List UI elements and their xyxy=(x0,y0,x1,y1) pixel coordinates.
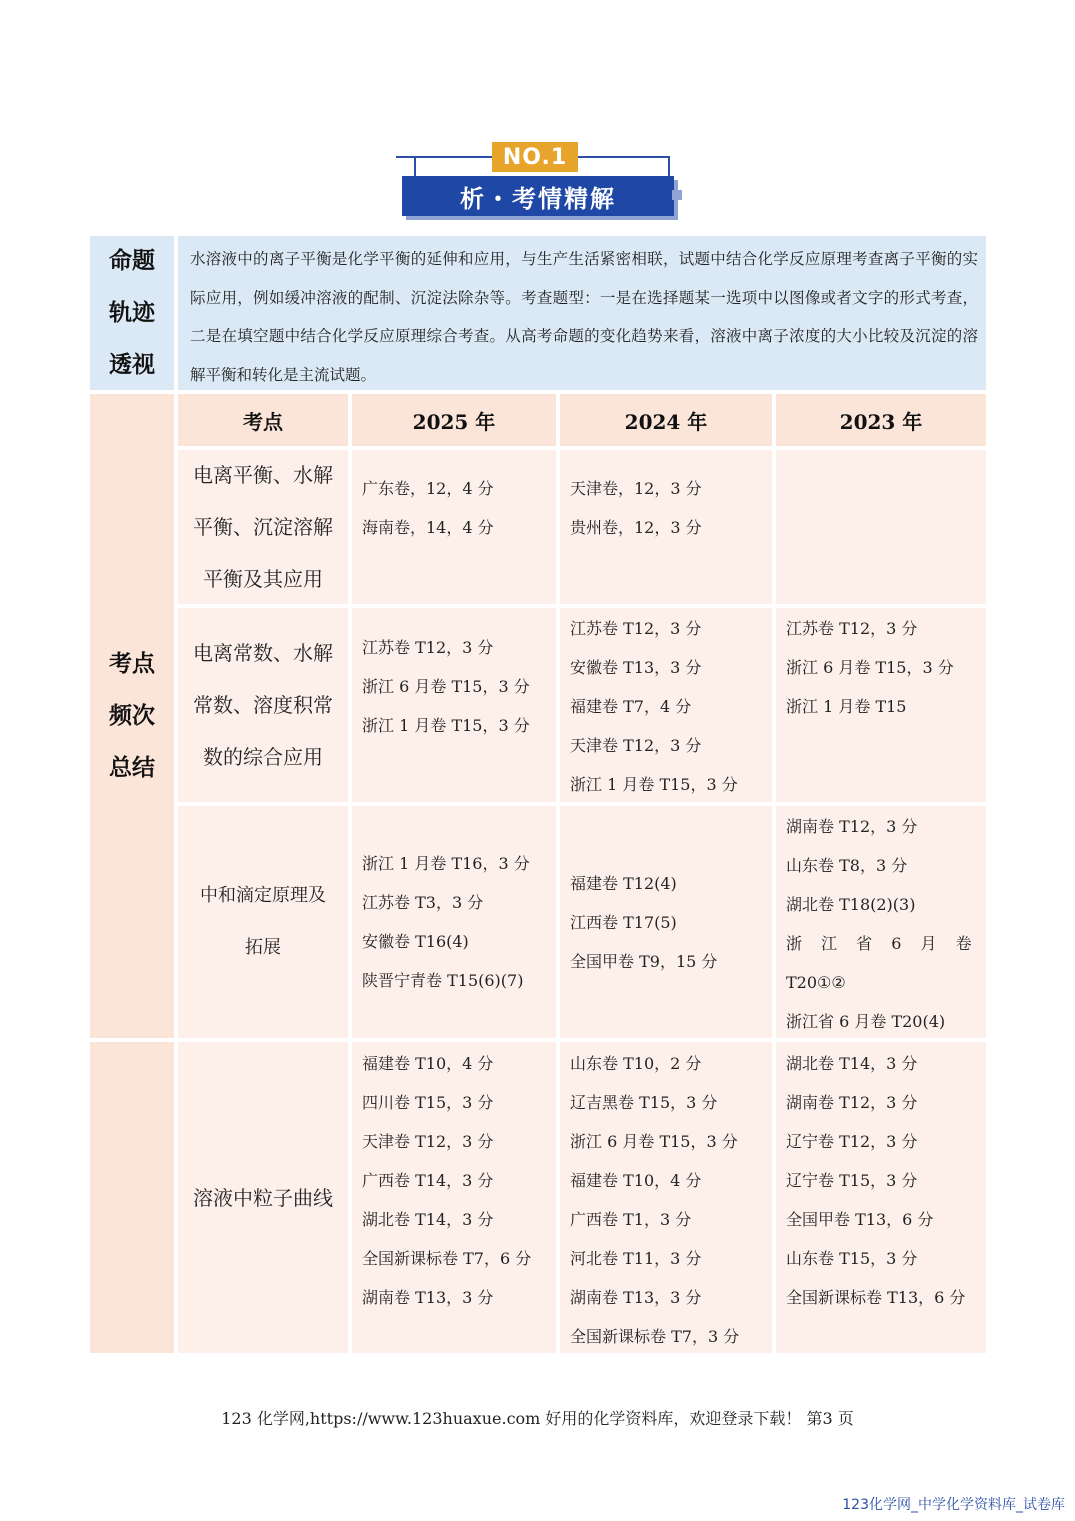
exam-entry: 安徽卷 T13，3 分 xyxy=(570,658,702,677)
exam-entry: 福建卷 T12(4) xyxy=(570,874,677,893)
exam-list-2025 xyxy=(352,608,556,802)
exam-entry: 浙 江 省 6 月 卷 T20①② xyxy=(786,934,972,992)
exam-entry: 河北卷 T11，3 分 xyxy=(570,1249,702,1268)
topic-line: 平衡及其应用 xyxy=(203,567,323,591)
exam-entry: 辽宁卷 T12，3 分 xyxy=(786,1132,918,1151)
exam-entry: 海南卷，14，4 分 xyxy=(362,518,494,537)
freq-label-line: 考点 xyxy=(109,651,155,677)
exam-entry: 江西卷 T17(5) xyxy=(570,913,677,932)
exam-entry: 全国新课标卷 T7，3 分 xyxy=(570,1327,740,1346)
exam-list-2024 xyxy=(560,1042,772,1353)
freq-label-line: 频次 xyxy=(109,703,155,729)
topic-line: 电离平衡、水解 xyxy=(193,463,333,487)
exam-entry: 湖南卷 T12，3 分 xyxy=(786,1093,918,1112)
exam-list-2023 xyxy=(776,608,986,802)
section-title: 析・考情精解 xyxy=(402,176,674,216)
exam-entry: 山东卷 T15，3 分 xyxy=(786,1249,918,1268)
exam-entry: 浙江 6 月卷 T15，3 分 xyxy=(570,1132,738,1151)
exam-entry: 陕晋宁青卷 T15(6)(7) xyxy=(362,971,524,990)
exam-entry: 四川卷 T15，3 分 xyxy=(362,1093,494,1112)
exam-entry: 天津卷 T12，3 分 xyxy=(570,736,702,755)
exam-list-2024 xyxy=(560,806,772,1038)
exam-entry: 福建卷 T10，4 分 xyxy=(362,1054,494,1073)
exam-entry: 天津卷 T12，3 分 xyxy=(362,1132,494,1151)
exam-list-2025 xyxy=(352,450,556,604)
topic-line: 溶液中粒子曲线 xyxy=(193,1185,333,1210)
exam-entry: 全国新课标卷 T7，6 分 xyxy=(362,1249,532,1268)
exam-list-2024 xyxy=(560,450,772,604)
freq-label xyxy=(90,394,174,1038)
exam-entry: 天津卷，12，3 分 xyxy=(570,479,702,498)
exam-entry: 广西卷 T14，3 分 xyxy=(362,1171,494,1190)
exam-entry: 贵州卷，12，3 分 xyxy=(570,518,702,537)
exam-entry: 浙江 6 月卷 T15，3 分 xyxy=(362,677,530,696)
intro-text: 水溶液中的离子平衡是化学平衡的延伸和应用，与生产生活紧密相联，试题中结合化学反应原理考查离子平衡的实际应用，例如缓冲溶液的配制、沉淀法除杂等。考查题型：一是在选择题某一选项中以图像或者文字的形式考查，二是在填空题中结合化学反应原理综合考查。从高考命题的变化趋势来看，溶液中离子浓度的大小比较及沉淀的溶解平衡和转化是主流试题。 xyxy=(178,236,986,390)
exam-list-2025 xyxy=(352,806,556,1038)
exam-entry: 全国甲卷 T13，6 分 xyxy=(786,1210,934,1229)
intro-label-line: 命题 xyxy=(109,248,155,274)
exam-entry: 广东卷，12，4 分 xyxy=(362,479,494,498)
banner-decoration xyxy=(672,190,682,200)
exam-entry: 浙江 1 月卷 T15，3 分 xyxy=(362,716,530,735)
exam-entry: 辽宁卷 T15，3 分 xyxy=(786,1171,918,1190)
exam-entry: 山东卷 T10，2 分 xyxy=(570,1054,702,1073)
exam-list-2023 xyxy=(776,806,986,1038)
exam-list-2023 xyxy=(776,1042,986,1353)
exam-entry: 广西卷 T1，3 分 xyxy=(570,1210,692,1229)
exam-list-2025 xyxy=(352,1042,556,1353)
exam-entry: 福建卷 T10，4 分 xyxy=(570,1171,702,1190)
exam-entry: 江苏卷 T12，3 分 xyxy=(786,619,918,638)
exam-list-2024 xyxy=(560,608,772,802)
exam-entry: 浙江 1 月卷 T15 xyxy=(786,697,907,716)
section-number-badge: NO.1 xyxy=(492,142,578,172)
exam-list-2023 xyxy=(776,450,986,604)
topic-cell xyxy=(178,806,348,1038)
freq-label-line: 总结 xyxy=(109,755,155,781)
freq-label-continued xyxy=(90,1042,174,1353)
exam-entry: 湖南卷 T13，3 分 xyxy=(570,1288,702,1307)
corner-watermark[interactable]: 123化学网_中学化学资料库_试卷库 xyxy=(842,1497,1065,1513)
exam-entry: 江苏卷 T12，3 分 xyxy=(570,619,702,638)
exam-entry: 江苏卷 T12，3 分 xyxy=(362,638,494,657)
exam-entry: 全国甲卷 T9，15 分 xyxy=(570,952,718,971)
exam-entry: 湖北卷 T14，3 分 xyxy=(786,1054,918,1073)
exam-entry: 全国新课标卷 T13，6 分 xyxy=(786,1288,966,1307)
exam-entry: 湖南卷 T12，3 分 xyxy=(786,817,918,836)
topic-cell xyxy=(178,1042,348,1353)
exam-entry: 浙江 1 月卷 T15，3 分 xyxy=(570,775,738,794)
exam-entry: 湖北卷 T14，3 分 xyxy=(362,1210,494,1229)
topic-line: 数的综合应用 xyxy=(203,745,323,769)
topic-line: 平衡、沉淀溶解 xyxy=(193,515,333,539)
exam-entry: 安徽卷 T16(4) xyxy=(362,932,469,951)
exam-entry: 福建卷 T7，4 分 xyxy=(570,697,692,716)
header-topic: 考点 xyxy=(178,394,348,446)
topic-line: 中和滴定原理及 xyxy=(200,885,326,906)
exam-entry: 辽吉黑卷 T15，3 分 xyxy=(570,1093,718,1112)
page-footer: 123 化学网,https://www.123huaxue.com 好用的化学资料库，欢迎登录下载！ 第3 页 xyxy=(221,1409,854,1428)
exam-entry: 湖北卷 T18(2)(3) xyxy=(786,895,916,914)
exam-entry: 湖南卷 T13，3 分 xyxy=(362,1288,494,1307)
topic-line: 常数、溶度积常 xyxy=(193,693,333,717)
intro-label-line: 轨迹 xyxy=(109,300,155,326)
intro-label-line: 透视 xyxy=(109,352,155,378)
topic-cell xyxy=(178,450,348,604)
topic-cell xyxy=(178,608,348,802)
section-banner xyxy=(396,140,686,222)
exam-entry: 江苏卷 T3，3 分 xyxy=(362,893,484,912)
intro-label xyxy=(90,236,174,390)
header-2023: 2023 年 xyxy=(776,394,986,446)
header-2025: 2025 年 xyxy=(352,394,556,446)
exam-entry: 浙江省 6 月卷 T20(4) xyxy=(786,1012,946,1031)
exam-entry: 山东卷 T8，3 分 xyxy=(786,856,908,875)
exam-entry: 浙江 6 月卷 T15，3 分 xyxy=(786,658,954,677)
header-2024: 2024 年 xyxy=(560,394,772,446)
exam-entry: 浙江 1 月卷 T16，3 分 xyxy=(362,854,530,873)
topic-line: 电离常数、水解 xyxy=(193,641,333,665)
topic-line: 拓展 xyxy=(245,937,281,958)
